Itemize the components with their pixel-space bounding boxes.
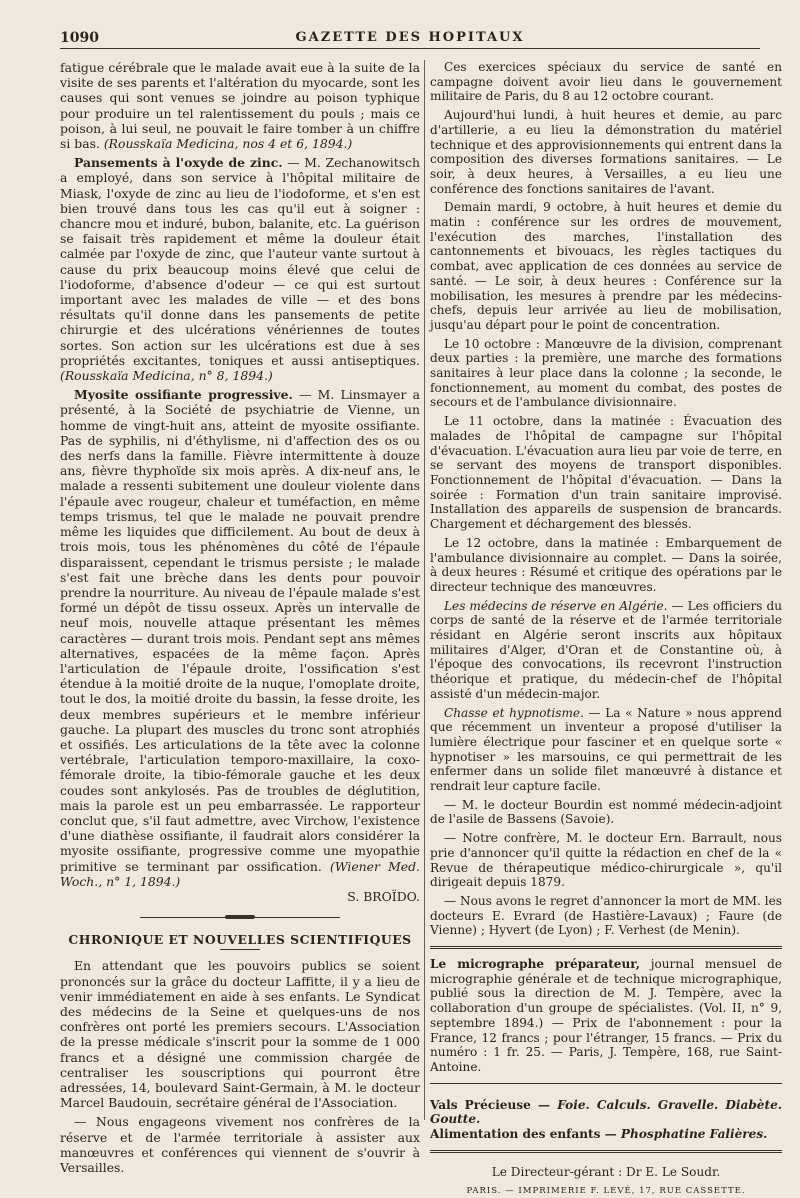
header-rule [60, 48, 760, 49]
page-number: 1090 [60, 30, 99, 46]
advertisement [430, 1098, 782, 1142]
double-rule [430, 946, 782, 949]
section-rule [220, 949, 260, 950]
ad-item-2: — Phosphatine Falières. [600, 1127, 768, 1142]
running-title: GAZETTE DES HOPITAUX [295, 30, 525, 45]
ad-items: — Foie. Calculs. Gravelle. Diabète. Goutte. [430, 1097, 782, 1127]
section-title: CHRONIQUE ET NOUVELLES SCIENTIFIQUES [68, 932, 412, 948]
article-myositis: Myosite ossifiante progressive. — M. Linsmayer a présenté, à la Société de psychiatrie de Vienne, un homme de vingt-huit ans, atteint de myosite ossifiante. Pas de syphilis, ni d'éthylisme, ni d'affection des os ou des nerfs dans la famille. Fièvre intermittente à douze ans, fièvre thyphoïde six mois après. A dix-neuf ans, le malade a ressenti subitement une douleur violente dans l'épaule avec rougeur, chaleur et tuméfaction, en même temps trismus, tel que le malade ne pouvait prendre même les liquides que difficilement. Au bout de deux à trois mois, tous les phénomènes du côté de l'épaule disparaissent, cependant le trismus persiste ; le malade s'est fait une brèche dans les dents pour pouvoir prendre la nourriture. Au niveau de l'épaule malade s'est formé un dépôt de tissu osseux. Après un intervalle de neuf mois, nouvelle attaque présentant les mêmes caractères — durant trois mois. Pendant sept ans mêmes alternatives, espacées de la même façon. Après l'articulation de l'épaule droite, l'ossification s'est étendue à la moitié droite de la nuque, l'omoplate droite, tout le dos, la moitié droite du bassin, la fesse droite, les deux membres supérieurs et le membre inférieur gauche. La plupart des muscles du tronc sont atrophiés et ossifiés. Les articulations de la tête avec la colonne vertébrale, l'articulation temporo-maxillaire, la coxo-fémorale droite, la tibio-fémorale gauche et les deux coudes sont ankylosés. Pas de troubles de déglutition, mais la parole est un peu embarrassée. Le rapporteur conclut que, s'il faut admettre, avec Virchow, l'existence d'une diathèse ossifiante, il faudrait alors considérer la myosite ossifiante, progressive comme une myopathie primitive se terminant par ossification. (Wiener Med. Woch., n° 1, 1894.) [60, 387, 420, 889]
news-item-obituary: — Nous avons le regret d'annoncer la mort de MM. les docteurs E. Evrard (de Hastière-Lavaux) ; Faure (de Vienne) ; Hyvert (de Lyon) ; F. Verhest (de Menin). [430, 893, 782, 938]
double-rule [430, 1150, 782, 1153]
news-item-laffitte: En attendant que les pouvoirs publics se soient prononcés sur la grâce du docteur Laffitte, il y a lieu de venir immédiatement en aide à ses enfants. Le Syndicat des médecins de la Seine et quelques-uns de nos confrères ont porté les premiers secours. L'Association de la presse médicale s'inscrit pour la somme de 1 000 francs et a désigné une commission chargée de centraliser les souscriptions qui pourront être adressées, 14, boulevard Saint-Germain, à M. le docteur Marcel Baudouin, secrétaire général de l'Association. [60, 958, 420, 1111]
news-item-oct12: Le 12 octobre, dans la matinée : Embarquement de l'ambulance divisionnaire au complet. — Dans la soirée, à deux heures : Résumé et critique des opérations par le directeur technique des manœuvres. [430, 535, 782, 594]
news-item-versailles: — Nous engageons vivement nos confrères de la réserve et de l'armée territoriale à assister aux manœuvres et conférences qui viennent de s'ouvrir à Versailles. [60, 1114, 420, 1176]
author-signature: S. BROÏDO. [347, 888, 420, 904]
news-item-barrault: — Notre confrère, M. le docteur Ern. Barrault, nous prie d'annoncer qu'il quitte la rédaction en chef de la « Revue de thérapeutique médico-chirurgicale », qu'il dirigeait depuis 1879. [430, 831, 782, 890]
news-item-exercises: Ces exercices spéciaux du service de santé en campagne doivent avoir lieu dans le gouvernement militaire de Paris, du 8 au 12 octobre courant. [430, 60, 782, 104]
news-item-oct10: Le 10 octobre : Manœuvre de la division, comprenant deux parties : la première, une marche des formations sanitaires à leur place dans la colonne ; la seconde, le fonctionnement, au moment du combat, des postes de secours et de l'ambulance divisionnaire. [430, 336, 782, 410]
article-continuation: fatigue cérébrale que le malade avait eue à la suite de la visite de ses parents et l'altération du myocarde, sont les causes qui sont venues se joindre au poison typhique pour produire un tel ralentissement du pouls ; mais ce poison, à lui seul, ne pouvait le faire tomber à un chiffre si bas. (Rousskaïa Medicina, nos 4 et 6, 1894.) [60, 60, 420, 152]
right-column [430, 60, 782, 1198]
news-item-algeria: Les médecins de réserve en Algérie. — Les officiers du corps de santé de la réserve et de l'armée territoriale résidant en Algérie seront inscrits aux hôpitaux militaires d'Alger, d'Oran et de Constantine où, à l'époque des convocations, ils recevront l'instruction théorique et pratique, du médecin-chef de l'hôpital assisté d'un médecin-major. [430, 598, 782, 701]
notice-title: Le micrographe préparateur, [430, 957, 640, 972]
ad-lead-2: Alimentation des enfants [430, 1127, 601, 1142]
citation: (Wiener Med. Woch., n° 1, 1894.) [60, 858, 420, 889]
news-item-tuesday: Demain mardi, 9 octobre, à huit heures et demie du matin : conférence sur les ordres de mouvement, l'exécution des marches, l'installation des cantonnements et bivouacs, les règles tactiques du combat, avec application de ces données au service de santé. — Le soir, à deux heures : Conférence sur la mobilisation, les mesures à prendre par les médecins-chefs, depuis leur arrivée au lieu de mobilisation, jusqu'au départ pour le point de concentration. [430, 200, 782, 332]
news-title: Chasse et hypnotisme. [444, 705, 584, 720]
news-item-monday: Aujourd'hui lundi, à huit heures et demie, au parc d'artillerie, a eu lieu la démonstration du matériel technique et des approvisionnements qui entrent dans la composition des diverses formations sanitaires. — Le soir, à deux heures, à Versailles, a eu lieu une conférence des fonctions sanitaires de l'avant. [430, 108, 782, 196]
news-title: Les médecins de réserve en Algérie. [444, 598, 668, 613]
article-zinc-oxide: Pansements à l'oxyde de zinc. — M. Zechanowitsch a employé, dans son service à l'hôpital militaire de Miask, l'oxyde de zinc au lieu de l'iodoforme, et s'en est bien trouvé dans tous les cas qu'il eut à soigner : chancre mou et induré, bubon, balanite, etc. La guérison se faisait très rapidement et même la douleur était calmée par l'oxyde de zinc, que l'auteur vante surtout à cause du prix beaucoup moins élevé que celui de l'iodoforme, d'absence d'odeur — ce qui est surtout important avec les malades de ville — et des bons résultats qu'il donne dans les pansements de petite chirurgie et des ulcérations vénériennes de toutes sortes. Son action sur les ulcérations est due à ses propriétés excitantes, toniques et aussi antiseptiques. (Rousskaïa Medicina, n° 8, 1894.) [60, 155, 420, 384]
ad-lead: Vals Précieuse [430, 1097, 531, 1112]
left-column [60, 60, 420, 1175]
news-item-oct11: Le 11 octobre, dans la matinée : Évacuation des malades de l'hôpital de campagne sur l'hôpital d'évacuation. L'évacuation aura lieu par voie de terre, en se servant des moyens de transport disponibles. Fonctionnement de l'hôpital d'évacuation. — Dans la soirée : Formation d'un train sanitaire improvisé. Installation des appareils de suspension de brancards. Chargement et déchargement des blessés. [430, 414, 782, 532]
news-item-hypnotism: Chasse et hypnotisme. — La « Nature » nous apprend que récemment un inventeur a proposé d'utiliser la lumière électrique pour fasciner et en quelque sorte « hypnotiser » les marsouins, ce qui permettrait de les enfermer dans un solide filet manœuvré à distance et rendrait leur capture facile. [430, 705, 782, 794]
gerant-line: Le Directeur-gérant : Dr E. Le Soudr. [491, 1164, 721, 1179]
printer-imprint: PARIS. — IMPRIMERIE F. LEVÉ, 17, RUE CASSETTE. [466, 1185, 746, 1196]
news-item-bourdin: — M. le docteur Bourdin est nommé médecin-adjoint de l'asile de Bassens (Savoie). [430, 797, 782, 827]
section-ornament [60, 912, 420, 922]
citation: (Rousskaïa Medicina, n° 8, 1894.) [60, 368, 273, 384]
article-title: Myosite ossifiante progressive. [74, 387, 293, 403]
column-divider [424, 60, 425, 1120]
article-title: Pansements à l'oxyde de zinc. [74, 155, 283, 171]
citation: (Rousskaïa Medicina, nos 4 et 6, 1894.) [103, 136, 353, 152]
rule [430, 1083, 782, 1084]
notice-micrographe: Le micrographe préparateur, journal mensuel de micrographie générale et de technique micrographique, publié sous la direction de M. J. Tempère, avec la collaboration d'un groupe de spécialistes. (Vol. II, n° 9, septembre 1894.) — Prix de l'abonnement : pour la France, 12 francs ; pour l'étranger, 15 francs. — Prix du numéro : 1 fr. 25. — Paris, J. Tempère, 168, rue Saint-Antoine. [430, 957, 782, 1074]
